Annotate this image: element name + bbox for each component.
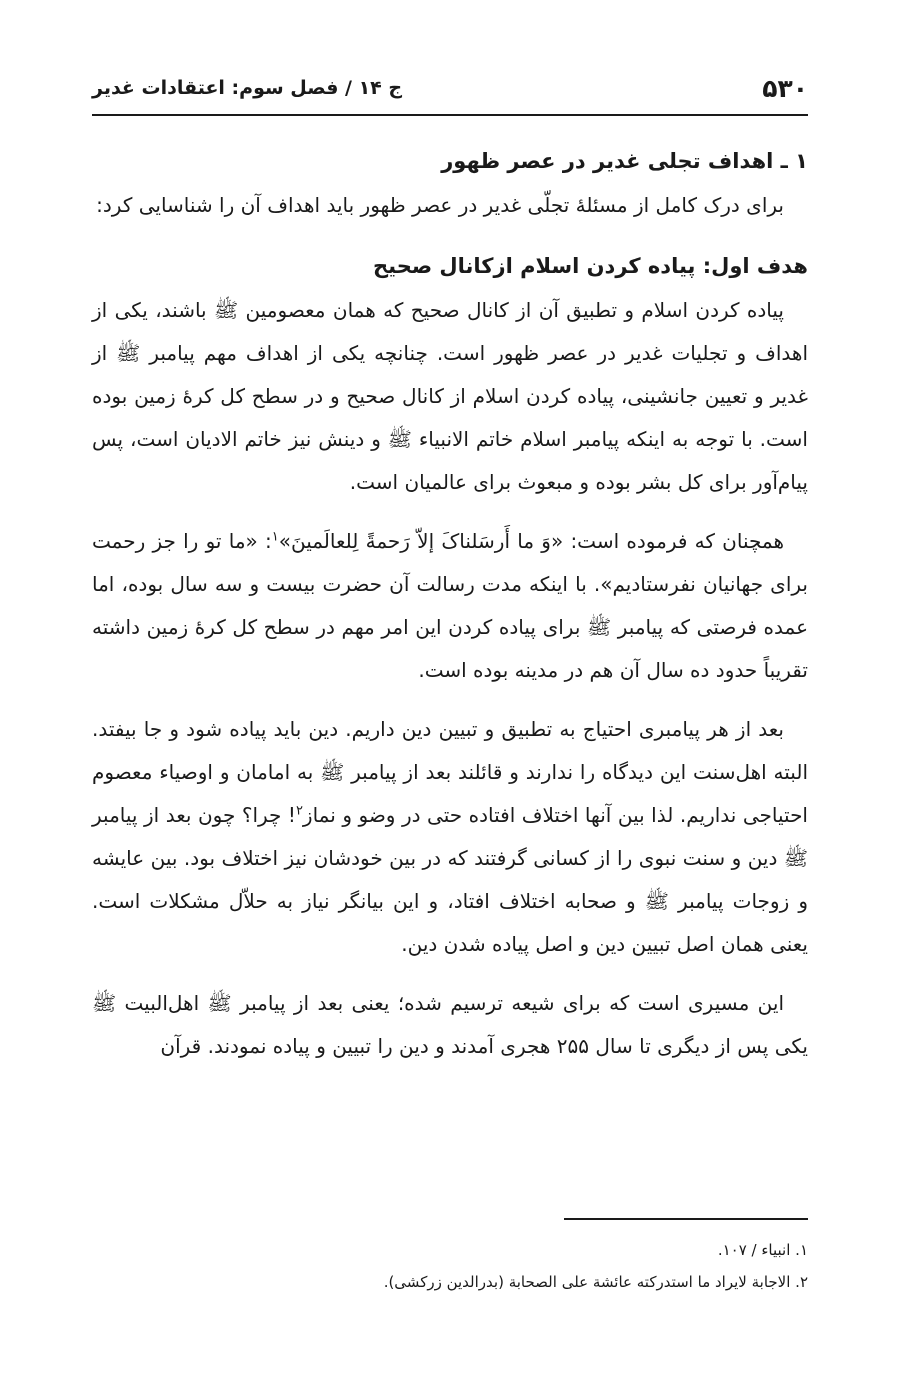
page-number: ۵۳۰ <box>762 73 808 103</box>
paragraph-1: پیاده کردن اسلام و تطبیق آن از کانال صحیح که همان معصومین ﷺ باشند، یکی از اهداف و تجلیات غدیر در عصر ظهور است. چنانچه یکی از اهداف مهم پیامبر ﷺ از غدیر و تعیین جانشینی، پیاده کردن اسلام از کانال صحیح و در سطح کل کرهٔ زمین بوده است. با توجه به اینکه پیامبر اسلام خاتم الانبیاء ﷺ و دینش نیز خاتم الادیان است، پس پیام‌آور برای کل بشر بوده و مبعوث برای عالمیان است. <box>92 298 808 494</box>
footnote-ref-1[interactable]: ۱ <box>271 529 279 545</box>
goal-heading: هدف اول: پیاده کردن اسلام ازکانال صحیح <box>372 254 808 278</box>
paragraph-2-quote: همچنان که فرموده است: «وَ ما أَرسَلناکَ إلاّ رَحمةً لِلعالَمینَ» <box>278 529 784 553</box>
footnote-ref-2[interactable]: ۲ <box>295 803 303 819</box>
footnote-divider <box>564 1218 808 1220</box>
running-title: ج ۱۴ / فصل سوم: اعتقادات غدیر <box>92 77 403 99</box>
paragraph-3-start: بعد از هر پیامبری احتیاج به تطبیق و تبیین دین داریم. دین باید پیاده شود و جا بیفتد. البته اهل‌سنت این دیدگاه را ندارند و قائلند بعد از پیامبر ﷺ به امامان و اوصیاء معصوم احتیاجی نداریم. لذا بین آنها اختلاف افتاده حتی در وضو و نماز <box>92 717 808 827</box>
paragraph-3 <box>92 708 808 966</box>
paragraph-4: این مسیری است که برای شیعه ترسیم شده؛ یعنی بعد از پیامبر ﷺ اهل‌البیت ﷺ یکی پس از دیگری تا سال ۲۵۵ هجری آمدند و دین را تبیین و پیاده نمودند. قرآن <box>92 991 808 1058</box>
section-heading: ۱ ـ اهداف تجلی غدیر در عصر ظهور <box>441 149 808 173</box>
section-intro-paragraph: برای درک کامل از مسئلهٔ تجلّی غدیر در عصر ظهور باید اهداف آن را شناسایی کرد: <box>96 193 784 217</box>
paragraph-3-rest: ! چرا؟ چون بعد از پیامبر ﷺ دین و سنت نبوی را از کسانی گرفتند که در بین خودشان نیز اختلاف بود. بین عایشه و زوجات پیامبر ﷺ و صحابه اختلاف افتاد، و این بیانگر نیاز به حلاّل مشکلات است. یعنی همان اصل تبیین دین و اصل پیاده شدن دین. <box>92 803 808 956</box>
paragraph-2-rest: : «ما تو را جز رحمت برای جهانیان نفرستادیم». با اینکه مدت رسالت آن حضرت بیست و سه سال بوده، اما عمده فرصتی که پیامبر ﷺ برای پیاده کردن این امر مهم در سطح کل کرهٔ زمین داشته تقریباً حدود ده سال آن هم در مدینه بوده است. <box>92 529 808 682</box>
page-header <box>92 66 808 116</box>
footnote-2: ۲. الاجابة لایراد ما استدرکته عائشة علی الصحابة (بدرالدین زرکشی). <box>383 1273 808 1291</box>
page-body <box>92 138 808 1084</box>
footnotes <box>92 1218 808 1298</box>
paragraph-2 <box>92 520 808 692</box>
footnote-1: ۱. انبیاء / ۱۰۷. <box>717 1241 808 1259</box>
